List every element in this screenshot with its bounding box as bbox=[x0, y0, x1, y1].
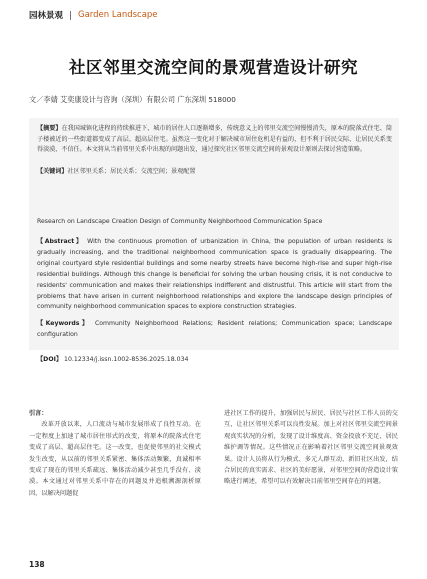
doi-line bbox=[37, 354, 188, 363]
section-divider bbox=[70, 11, 71, 20]
intro-heading: 引言： bbox=[29, 410, 48, 417]
keywords-en-label: 【Keywords】 bbox=[37, 320, 91, 327]
abstract-en bbox=[37, 237, 392, 313]
section-label-zh: 园林景观 bbox=[29, 11, 64, 21]
abstract-box bbox=[29, 118, 399, 363]
english-title: Research on Landscape Creation Design of Community Neighborhood Communication Space bbox=[37, 218, 323, 225]
intro-paragraph-continued: 进社区工作的提升，加强居民与居民、居民与社区工作人员的交互，让社区邻里关系可以良性发展。加上对社区邻里交流空间景观真实状况的分析，发现了设计维度高、资金投放不充足、居民维护调等情况。这些情况正在影响着社区邻里交流空间景观效果。设计人员将从行为模式、多元人群互动、新旧社区出发，结合居民的真实需求、社区的美好愿景，对邻里空间的营造设计策略进行阐述，希望可以有效解决目前邻里空间存在的问题。 bbox=[224, 410, 398, 486]
keywords-en-text: Community Neighborhood Relations; Resident relations; Communication space; Landscape configuration bbox=[37, 320, 392, 338]
body-column-left bbox=[29, 408, 201, 499]
keywords-zh-label: 【关键词】 bbox=[37, 168, 68, 175]
section-header bbox=[29, 9, 158, 21]
keywords-en bbox=[37, 319, 392, 341]
paper-title: 社区邻里交流空间的景观营造设计研究 bbox=[69, 58, 358, 77]
body-column-right bbox=[224, 408, 398, 488]
doi-label: 【DOI】 bbox=[37, 356, 63, 363]
abstract-zh-text: 在我国城镇化进程的持续推进下，城市的居住人口逐渐增多，传统意义上的邻里交流空间慢慢消失，原本的院落式住宅、筒子楼被近的一些街道都变成了高层、超高层住宅。虽然这一变化对于解决城市居住危机是有益的，但不利于居民交际，让居民关系变得淡漠、不信任。本文将从当前邻里关系中出现的问题出发，通过探究社区邻里交流空间的景观设计原则去探讨营造策略。 bbox=[37, 125, 393, 154]
abstract-en-text: With the continuous promotion of urbanization in China, the population of urban residents is gradually increasing, and the traditional neighborhood communication space is gradually disappearing. The original courtyard style residential buildings and some nearby streets have become high-rise and super high-rise residential buildings. Although this change is beneficial for solving the urban housing crisis, it is not conducive to residents' communication and makes their relationships indifferent and distrustful. This article will start from the problems that have arisen in current neighborhood relationships and explore the landscape design principles of community neighborhood communication spaces to explore construction strategies. bbox=[37, 238, 392, 311]
abstract-zh-label: 【摘要】 bbox=[37, 125, 62, 132]
keywords-zh bbox=[37, 167, 392, 178]
keywords-zh-text: 社区邻里关系；居民关系；交流空间；景观配置 bbox=[67, 168, 196, 175]
page-number: 138 bbox=[29, 560, 45, 569]
abstract-en-label: 【Abstract】 bbox=[37, 238, 84, 245]
author-line: 文／李婧 艾奕康设计与咨询（深圳）有限公司 广东深圳 518000 bbox=[29, 95, 236, 104]
section-label-en: Garden Landscape bbox=[78, 10, 158, 20]
doi-text: 10.12334/j.issn.1002-8536.2025.18.034 bbox=[64, 356, 189, 363]
intro-paragraph: 改革开放以来，人口流动与城市发展形成了良性互动。在一定程度上加速了城市居住形式的改变，将原本的院落式住宅变成了高层、超高层住宅。这一改变，也促使邻里的社交模式发生改变，从以前的邻里关系紧密、集体活动频繁，真诚相率变成了现在的邻里关系疏远、集体活动减少甚至几乎没有、淡漠。本文通过对邻里关系中存在的问题及并追根溯源剖析原因，以解决问题促 bbox=[29, 421, 201, 497]
abstract-zh bbox=[37, 124, 392, 156]
